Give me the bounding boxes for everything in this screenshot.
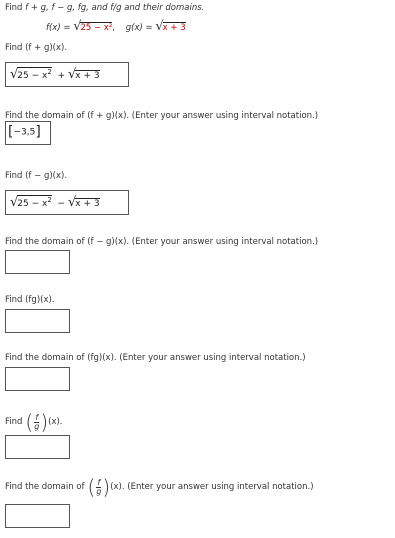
q2-answer-value: −3,5 bbox=[13, 127, 36, 138]
right-paren-icon: ) bbox=[102, 475, 111, 499]
q7-prefix: Find bbox=[5, 417, 23, 427]
sqrt-icon: √ bbox=[155, 19, 164, 34]
q2-label: Find the domain of (f + g)(x). (Enter your answer using interval notation.) bbox=[5, 111, 319, 121]
sqrt-icon: √ bbox=[73, 19, 82, 34]
right-paren-icon: ) bbox=[40, 410, 49, 434]
q8-answer-box[interactable] bbox=[5, 504, 70, 528]
f-radicand: 25 − x² bbox=[80, 23, 113, 33]
q8-fraction bbox=[88, 477, 111, 497]
q1-answer-expression bbox=[10, 67, 100, 82]
q7-fraction bbox=[25, 412, 48, 432]
header-funcs: f + g, f − g, fg, and f/g and their domains. bbox=[25, 3, 205, 13]
q8-fraction-numerator: f bbox=[97, 477, 101, 487]
q1-radicand1-text: 25 − x bbox=[17, 71, 48, 81]
q3-answer-expression bbox=[10, 195, 100, 210]
q5-label: Find (fg)(x). bbox=[5, 295, 55, 305]
sqrt-icon: √ bbox=[67, 195, 77, 210]
header-prefix: Find bbox=[5, 3, 23, 13]
q2-answer-box[interactable] bbox=[5, 121, 51, 145]
sqrt-icon: √ bbox=[10, 67, 19, 82]
q1-exponent: 2 bbox=[47, 68, 52, 76]
q8-label bbox=[5, 477, 314, 497]
q1-operator: + bbox=[57, 71, 66, 81]
q5-answer-box[interactable] bbox=[5, 309, 70, 333]
q6-answer-box[interactable] bbox=[5, 367, 70, 391]
sqrt-icon: √ bbox=[10, 195, 19, 210]
q7-fraction-body bbox=[34, 414, 39, 431]
f-definition-label: f(x) = bbox=[46, 23, 71, 33]
q8-prefix: Find the domain of bbox=[5, 482, 85, 492]
q1-answer-box[interactable] bbox=[5, 62, 129, 87]
question-header bbox=[5, 3, 204, 13]
sqrt-icon: √ bbox=[67, 67, 77, 82]
left-paren-icon: ( bbox=[25, 410, 34, 434]
q4-answer-box[interactable] bbox=[5, 250, 70, 274]
definition-separator: , bbox=[112, 23, 115, 33]
q3-operator: − bbox=[57, 199, 66, 209]
q2-answer-expression bbox=[8, 125, 41, 139]
function-definitions bbox=[46, 20, 186, 33]
q7-fraction-denominator: g bbox=[34, 421, 40, 431]
q8-fraction-body bbox=[96, 479, 101, 496]
q3-exponent: 2 bbox=[47, 196, 52, 204]
q3-label: Find (f − g)(x). bbox=[5, 171, 68, 181]
q8-suffix: (x). (Enter your answer using interval notation.) bbox=[110, 482, 314, 492]
q1-label: Find (f + g)(x). bbox=[5, 43, 68, 53]
q1-radicand2: x + 3 bbox=[75, 71, 100, 81]
q3-answer-box[interactable] bbox=[5, 190, 129, 215]
left-paren-icon: ( bbox=[87, 475, 96, 499]
g-radicand: x + 3 bbox=[162, 23, 186, 33]
q6-label: Find the domain of (fg)(x). (Enter your answer using interval notation.) bbox=[5, 353, 306, 363]
q3-radicand2: x + 3 bbox=[75, 199, 100, 209]
q3-radicand1-text: 25 − x bbox=[17, 199, 48, 209]
q2-close-bracket: ] bbox=[35, 124, 41, 140]
q2-open-bracket: [ bbox=[8, 124, 14, 140]
q7-answer-box[interactable] bbox=[5, 435, 70, 459]
q7-suffix: (x). bbox=[48, 417, 63, 427]
q4-label: Find the domain of (f − g)(x). (Enter your answer using interval notation.) bbox=[5, 237, 319, 247]
q1-radicand1 bbox=[17, 67, 52, 82]
q7-fraction-numerator: f bbox=[35, 412, 39, 422]
g-definition-label: g(x) = bbox=[125, 23, 153, 33]
q3-radicand1 bbox=[17, 195, 52, 210]
q7-label bbox=[5, 412, 63, 432]
q8-fraction-denominator: g bbox=[96, 486, 102, 496]
